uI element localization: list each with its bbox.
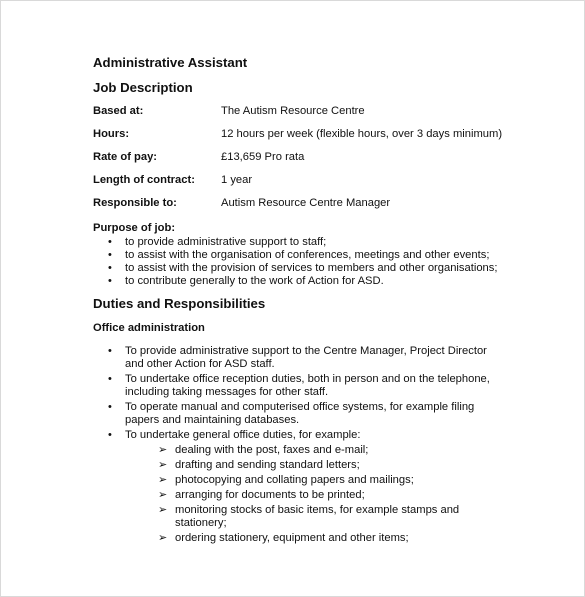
- bullet-icon: •: [108, 429, 112, 441]
- purpose-list-item: [93, 249, 497, 262]
- sub-list-item: [125, 504, 460, 530]
- duties-list: [93, 345, 513, 547]
- bullet-icon: •: [108, 236, 112, 248]
- office-administration-heading: Office administration: [93, 322, 205, 334]
- arrow-bullet-icon: ➢: [158, 459, 168, 471]
- field-label-hours: Hours:: [93, 128, 130, 140]
- arrow-bullet-icon: ➢: [158, 489, 168, 501]
- sub-list-item: [125, 459, 460, 472]
- bullet-icon: •: [108, 275, 112, 287]
- sub-item-text: monitoring stocks of basic items, for example stamps and stationery;: [175, 504, 460, 529]
- field-value-responsible-to: Autism Resource Centre Manager: [221, 197, 391, 209]
- sub-item-text: arranging for documents to be printed;: [175, 489, 365, 501]
- duty-item-text: To undertake office reception duties, both in person and on the telephone, including taking messages for other staff.: [125, 373, 490, 398]
- sub-item-text: ordering stationery, equipment and other items;: [175, 532, 409, 544]
- field-label-based-at: Based at:: [93, 105, 144, 117]
- document-subtitle: Job Description: [93, 80, 193, 95]
- sub-list-item: [125, 444, 460, 457]
- document-title: Administrative Assistant: [93, 55, 248, 70]
- bullet-icon: •: [108, 373, 112, 385]
- duty-list-item: [93, 429, 513, 545]
- arrow-bullet-icon: ➢: [158, 504, 168, 516]
- sub-list-item: [125, 474, 460, 487]
- purpose-list-item: [93, 236, 497, 249]
- duty-list-item: [93, 373, 513, 399]
- purpose-item-text: to provide administrative support to staff;: [125, 236, 327, 248]
- duties-heading: Duties and Responsibilities: [93, 296, 266, 311]
- arrow-bullet-icon: ➢: [158, 474, 168, 486]
- office-duties-sublist: [125, 444, 513, 545]
- purpose-item-text: to assist with the organisation of conferences, meetings and other events;: [125, 249, 490, 261]
- sub-list-item: [125, 489, 460, 502]
- field-value-contract-length: 1 year: [221, 174, 253, 186]
- field-value-based-at: The Autism Resource Centre: [221, 105, 365, 117]
- arrow-bullet-icon: ➢: [158, 444, 168, 456]
- duty-item-text: To operate manual and computerised office systems, for example filing papers and maintaining databases.: [125, 401, 475, 426]
- sub-item-text: drafting and sending standard letters;: [175, 459, 360, 471]
- arrow-bullet-icon: ➢: [158, 532, 168, 544]
- purpose-list-item: [93, 275, 497, 288]
- sub-list-item: [125, 532, 460, 545]
- bullet-icon: •: [108, 401, 112, 413]
- purpose-list: [93, 236, 497, 288]
- purpose-heading: Purpose of job:: [93, 222, 176, 234]
- purpose-list-item: [93, 262, 497, 275]
- duty-item-text: To provide administrative support to the Centre Manager, Project Director and other Action for ASD staff.: [125, 345, 487, 370]
- duty-list-item: [93, 401, 513, 427]
- field-value-hours: 12 hours per week (flexible hours, over 3 days minimum): [221, 128, 503, 140]
- bullet-icon: •: [108, 345, 112, 357]
- field-label-rate-of-pay: Rate of pay:: [93, 151, 158, 163]
- purpose-item-text: to assist with the provision of services to members and other organisations;: [125, 262, 498, 274]
- bullet-icon: •: [108, 249, 112, 261]
- duty-item-text: To undertake general office duties, for example:: [125, 429, 361, 441]
- sub-item-text: photocopying and collating papers and mailings;: [175, 474, 414, 486]
- field-value-rate-of-pay: £13,659 Pro rata: [221, 151, 305, 163]
- sub-item-text: dealing with the post, faxes and e-mail;: [175, 444, 369, 456]
- field-label-contract-length: Length of contract:: [93, 174, 195, 186]
- bullet-icon: •: [108, 262, 112, 274]
- duty-list-item: [93, 345, 513, 371]
- field-label-responsible-to: Responsible to:: [93, 197, 177, 209]
- purpose-item-text: to contribute generally to the work of Action for ASD.: [125, 275, 384, 287]
